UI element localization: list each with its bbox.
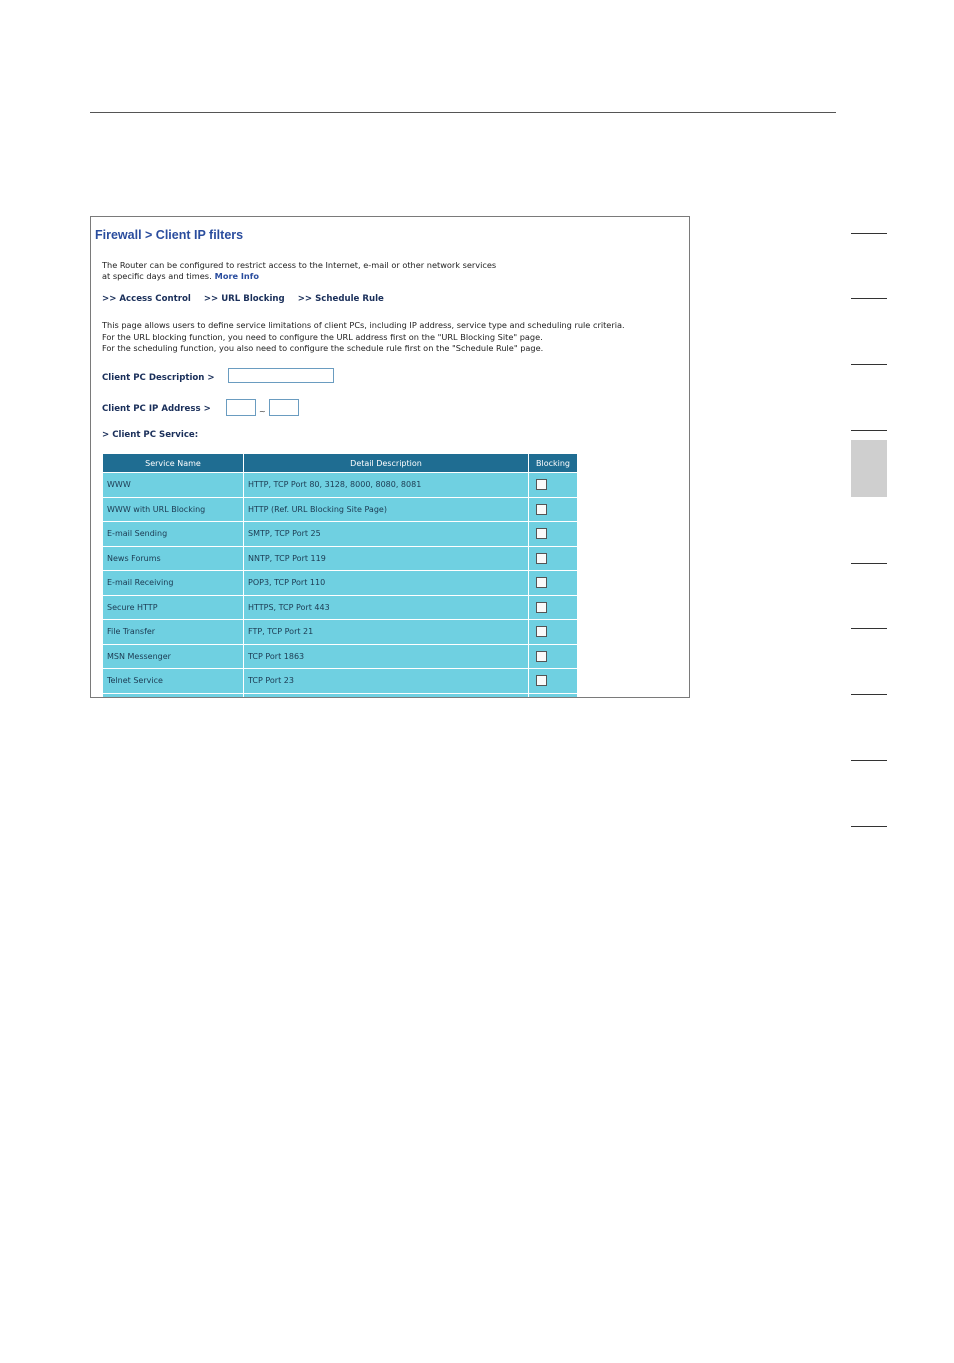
col-detail-description: Detail Description bbox=[244, 454, 529, 473]
service-name: MSN Messenger bbox=[103, 644, 244, 669]
blocking-cell bbox=[529, 571, 578, 596]
blocking-checkbox[interactable] bbox=[536, 528, 547, 539]
service-name: News Forums bbox=[103, 546, 244, 571]
service-detail: NNTP, TCP Port 119 bbox=[244, 546, 529, 571]
section-tab-3 bbox=[851, 364, 887, 365]
service-detail: HTTPS, TCP Port 443 bbox=[244, 595, 529, 620]
section-tab-6 bbox=[851, 563, 887, 564]
service-name: E-mail Receiving bbox=[103, 571, 244, 596]
router-ui-screenshot bbox=[90, 216, 690, 698]
blocking-cell bbox=[529, 644, 578, 669]
table-row bbox=[103, 693, 578, 698]
col-service-name: Service Name bbox=[103, 454, 244, 473]
ip-range-separator: ~ bbox=[259, 407, 266, 416]
desc-line-2: For the URL blocking function, you need to configure the URL address first on the "URL Blocking Site" page. bbox=[102, 331, 543, 342]
service-detail: SMTP, TCP Port 25 bbox=[244, 522, 529, 547]
blocking-cell bbox=[529, 669, 578, 694]
service-name: File Transfer bbox=[103, 620, 244, 645]
section-tab-1 bbox=[851, 233, 887, 234]
service-detail: TCP Port 23 bbox=[244, 669, 529, 694]
section-tab-active bbox=[851, 440, 887, 497]
blocking-checkbox[interactable] bbox=[536, 675, 547, 686]
client-ip-label: Client PC IP Address > bbox=[102, 404, 211, 414]
desc-line-3: For the scheduling function, you also need to configure the schedule rule first on the "Schedule Rule" page. bbox=[102, 343, 544, 353]
table-row bbox=[103, 546, 578, 571]
blocking-cell bbox=[529, 620, 578, 645]
intro-line-2 bbox=[102, 271, 496, 282]
intro-text bbox=[102, 260, 496, 282]
blocking-cell bbox=[529, 473, 578, 498]
service-name: WWW bbox=[103, 473, 244, 498]
table-row bbox=[103, 595, 578, 620]
table-row bbox=[103, 669, 578, 694]
service-name: Secure HTTP bbox=[103, 595, 244, 620]
page-description bbox=[102, 320, 625, 355]
table-row bbox=[103, 473, 578, 498]
blocking-checkbox[interactable] bbox=[536, 577, 547, 588]
blocking-cell bbox=[529, 522, 578, 547]
service-detail: POP3, TCP Port 110 bbox=[244, 571, 529, 596]
ip-from-input[interactable] bbox=[226, 399, 256, 416]
client-desc-label: Client PC Description > bbox=[102, 373, 215, 383]
service-table bbox=[102, 453, 578, 698]
blocking-checkbox[interactable] bbox=[536, 553, 547, 564]
col-blocking: Blocking bbox=[529, 454, 578, 473]
page-top-rule bbox=[90, 112, 836, 113]
intro-line-1: The Router can be configured to restrict access to the Internet, e-mail or other network services bbox=[102, 260, 497, 270]
client-desc-input[interactable] bbox=[228, 368, 334, 383]
intro-line-2-text: at specific days and times. bbox=[102, 271, 212, 281]
service-detail bbox=[244, 693, 529, 698]
table-row bbox=[103, 497, 578, 522]
sub-nav bbox=[102, 294, 394, 304]
table-row bbox=[103, 644, 578, 669]
section-tab-10 bbox=[851, 826, 887, 827]
more-info-link[interactable]: More Info bbox=[214, 271, 259, 281]
table-row bbox=[103, 571, 578, 596]
service-name: WWW with URL Blocking bbox=[103, 497, 244, 522]
blocking-checkbox[interactable] bbox=[536, 479, 547, 490]
blocking-cell bbox=[529, 595, 578, 620]
section-tab-7 bbox=[851, 628, 887, 629]
blocking-checkbox[interactable] bbox=[536, 504, 547, 515]
url-blocking-link[interactable]: >> URL Blocking bbox=[203, 294, 285, 304]
blocking-cell bbox=[529, 693, 578, 698]
blocking-checkbox[interactable] bbox=[536, 651, 547, 662]
section-tab-2 bbox=[851, 298, 887, 299]
blocking-checkbox[interactable] bbox=[536, 602, 547, 613]
service-name bbox=[103, 693, 244, 698]
section-tab-8 bbox=[851, 694, 887, 695]
section-tab-9 bbox=[851, 760, 887, 761]
access-control-link[interactable]: >> Access Control bbox=[102, 294, 191, 304]
blocking-cell bbox=[529, 546, 578, 571]
schedule-rule-link[interactable]: >> Schedule Rule bbox=[297, 294, 384, 304]
service-detail: HTTP, TCP Port 80, 3128, 8000, 8080, 8081 bbox=[244, 473, 529, 498]
ip-to-input[interactable] bbox=[269, 399, 299, 416]
table-header-row bbox=[103, 454, 578, 473]
blocking-cell bbox=[529, 497, 578, 522]
page-title: Firewall > Client IP filters bbox=[95, 228, 244, 242]
blocking-checkbox[interactable] bbox=[536, 626, 547, 637]
service-detail: TCP Port 1863 bbox=[244, 644, 529, 669]
service-detail: FTP, TCP Port 21 bbox=[244, 620, 529, 645]
desc-line-1: This page allows users to define service limitations of client PCs, including IP address, service type and scheduling rule criteria. bbox=[102, 320, 625, 330]
table-row bbox=[103, 620, 578, 645]
section-tab-4 bbox=[851, 430, 887, 431]
client-service-heading: > Client PC Service: bbox=[102, 430, 199, 440]
service-name: Telnet Service bbox=[103, 669, 244, 694]
service-detail: HTTP (Ref. URL Blocking Site Page) bbox=[244, 497, 529, 522]
service-name: E-mail Sending bbox=[103, 522, 244, 547]
table-row bbox=[103, 522, 578, 547]
